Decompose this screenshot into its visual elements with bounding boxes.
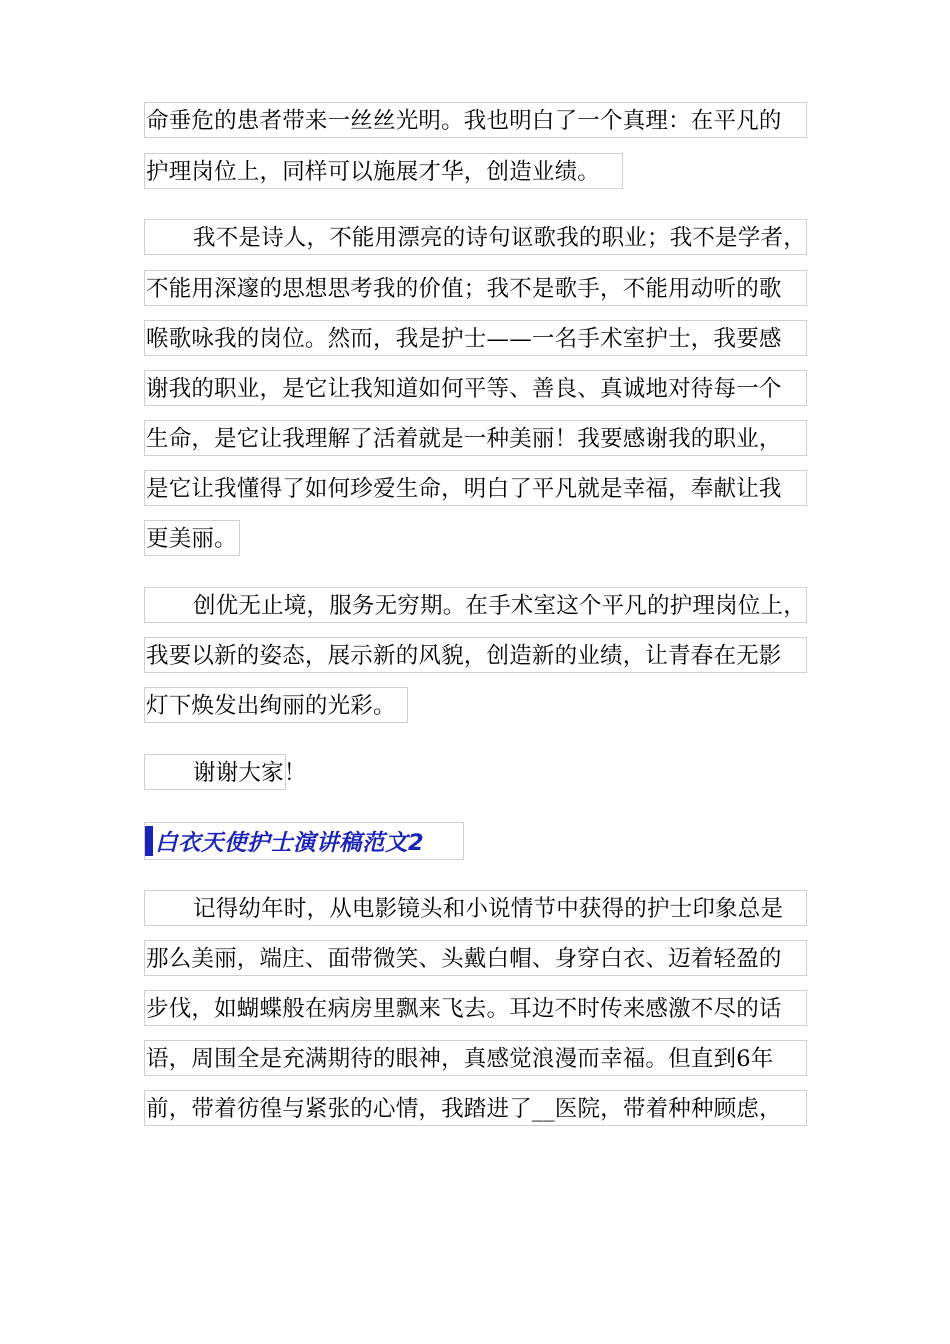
text-line: 创优无止境，服务无穷期。在手术室这个平凡的护理岗位上， <box>144 587 807 623</box>
heading-marker-icon <box>145 826 153 856</box>
text-line: 前，带着彷徨与紧张的心情，我踏进了__医院，带着种种顾虑， <box>144 1090 807 1126</box>
text-line: 语，周围全是充满期待的眼神，真感觉浪漫而幸福。但直到6年 <box>144 1040 807 1076</box>
text-line: 喉歌咏我的岗位。然而，我是护士——一名手术室护士，我要感 <box>144 320 807 356</box>
text-line: 那么美丽，端庄、面带微笑、头戴白帽、身穿白衣、迈着轻盈的 <box>144 940 807 976</box>
text-line: 我不是诗人，不能用漂亮的诗句讴歌我的职业；我不是学者， <box>144 219 807 255</box>
section-heading <box>144 822 464 860</box>
text-line: 谢我的职业，是它让我知道如何平等、善良、真诚地对待每一个 <box>144 370 807 406</box>
heading-text: 白衣天使护士演讲稿范文2 <box>155 830 425 856</box>
text-line: 步伐，如蝴蝶般在病房里飘来飞去。耳边不时传来感激不尽的话 <box>144 990 807 1026</box>
text-line: 生命，是它让我理解了活着就是一种美丽！我要感谢我的职业， <box>144 420 807 456</box>
text-line: 更美丽。 <box>144 520 240 556</box>
text-line: 灯下焕发出绚丽的光彩。 <box>144 687 408 723</box>
text-line: 我要以新的姿态，展示新的风貌，创造新的业绩，让青春在无影 <box>144 637 807 673</box>
text-line: 不能用深邃的思想思考我的价值；我不是歌手，不能用动听的歌 <box>144 270 807 306</box>
text-line: 命垂危的患者带来一丝丝光明。我也明白了一个真理：在平凡的 <box>144 102 807 138</box>
text-line: 记得幼年时，从电影镜头和小说情节中获得的护士印象总是 <box>144 890 807 926</box>
text-line: 谢谢大家！ <box>144 754 286 790</box>
text-line: 护理岗位上，同样可以施展才华，创造业绩。 <box>144 153 623 189</box>
text-line: 是它让我懂得了如何珍爱生命，明白了平凡就是幸福，奉献让我 <box>144 470 807 506</box>
